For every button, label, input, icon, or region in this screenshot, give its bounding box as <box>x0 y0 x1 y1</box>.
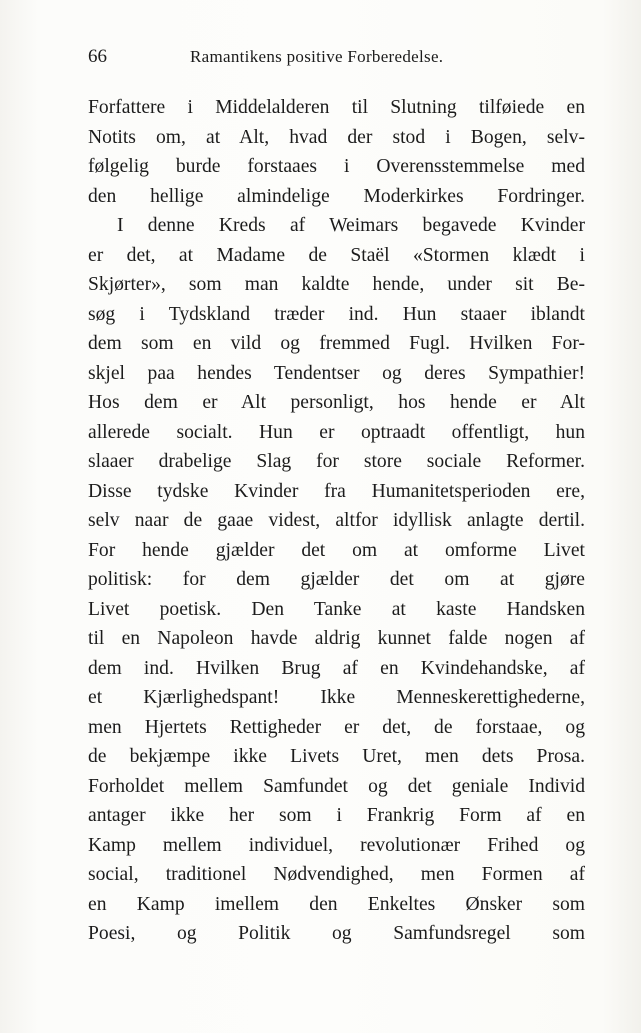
text-line: Forholdet mellem Samfundet og det geniale Individ <box>88 775 585 797</box>
text-line: For hende gjælder det om at omforme Livet <box>88 539 585 561</box>
page-number: 66 <box>88 46 107 67</box>
text-line: antager ikke her som i Frankrig Form af en <box>88 805 585 826</box>
text-line: dem ind. Hvilken Brug af en Kvindehandske, af <box>88 657 585 679</box>
body-text <box>88 93 585 949</box>
text-line: følgelig burde forstaaes i Overensstemmelse med <box>88 156 585 177</box>
text-line: social, traditionel Nødvendighed, men Formen af <box>88 864 585 885</box>
text-line: søg i Tydskland træder ind. Hun staaer iblandt <box>88 303 585 325</box>
text-line: Hos dem er Alt personligt, hos hende er Alt <box>88 392 585 413</box>
text-line: er det, at Madame de Staël «Stormen klædt i <box>88 244 585 266</box>
text-line: til en Napoleon havde aldrig kunnet falde nogen af <box>88 628 585 649</box>
text-line: skjel paa hendes Tendentser og deres Sympathier! <box>88 362 585 384</box>
text-line: Skjørter», som man kaldte hende, under sit Be- <box>88 274 585 295</box>
text-line: Kamp mellem individuel, revolutionær Frihed og <box>88 834 585 856</box>
page-header <box>88 46 585 72</box>
running-title: Ramantikens positive Forberedelse. <box>190 47 444 66</box>
text-line: Poesi, og Politik og Samfundsregel som <box>88 923 585 944</box>
text-line: Notits om, at Alt, hvad der stod i Bogen, selv- <box>88 126 585 148</box>
text-line: de bekjæmpe ikke Livets Uret, men dets Prosa. <box>88 746 585 767</box>
text-line: dem som en vild og fremmed Fugl. Hvilken For- <box>88 333 585 354</box>
text-line: et Kjærlighedspant! Ikke Menneskerettighederne, <box>88 687 585 708</box>
text-line: selv naar de gaae videst, altfor idyllisk anlagte dertil. <box>88 510 585 531</box>
text-line: Disse tydske Kvinder fra Humanitetsperioden ere, <box>88 480 585 502</box>
text-line: politisk: for dem gjælder det om at gjøre <box>88 569 585 590</box>
text-line: en Kamp imellem den Enkeltes Ønsker som <box>88 893 585 915</box>
text-line: men Hjertets Rettigheder er det, de forstaae, og <box>88 716 585 738</box>
text-line: Forfattere i Middelalderen til Slutning tilføiede en <box>88 97 585 118</box>
text-line: I denne Kreds af Weimars begavede Kvinder <box>117 215 585 236</box>
text-line: Livet poetisk. Den Tanke at kaste Handsken <box>88 598 585 620</box>
text-line: slaaer drabelige Slag for store sociale Reformer. <box>88 451 585 472</box>
text-line: allerede socialt. Hun er optraadt offentligt, hun <box>88 421 585 443</box>
text-line: den hellige almindelige Moderkirkes Fordringer. <box>88 185 585 207</box>
